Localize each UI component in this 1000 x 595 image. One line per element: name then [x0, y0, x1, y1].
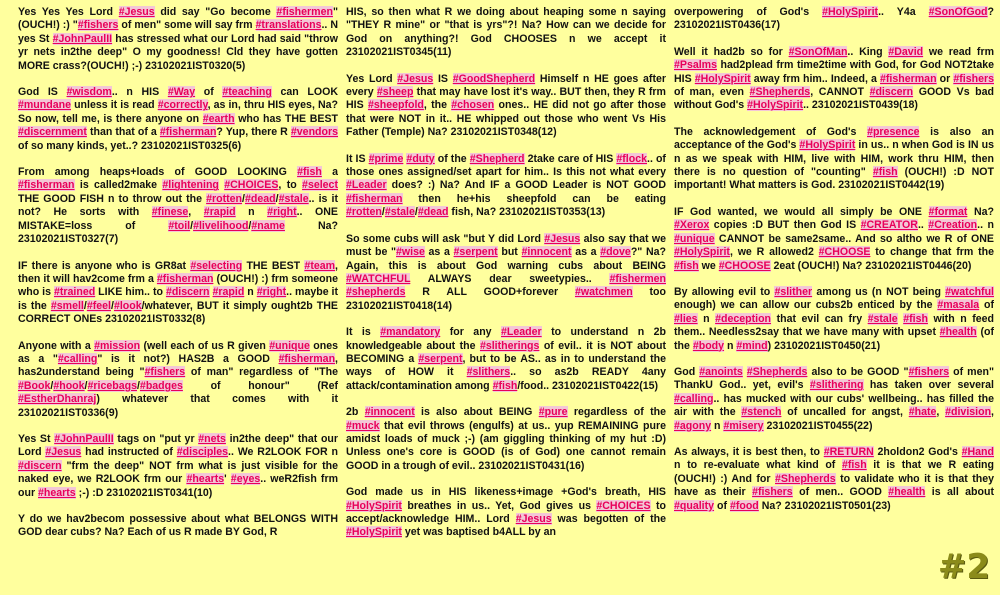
post-paragraph: Y do we hav2becom possessive about what BELONGS WITH GOD dear cubs? Na? Each of us R made BY God, R [18, 513, 338, 539]
hashtag-link[interactable]: #fish [492, 379, 518, 392]
post-paragraph: IF there is anyone who is GR8at #selecting THE BEST #team, then it will hav2come frm a #fisherman (OUCH!) :) frm someone who is #trained LIKE him.. to #discern #rapid n #right.. maybe it is the #smell/#feel/#look/whatever, BUT it simply ought2b THE CORRECT ONEs 23102021IST0332(8) [18, 259, 338, 326]
hashtag-link[interactable]: #health [888, 486, 926, 499]
hashtag-link[interactable]: #flock [616, 152, 648, 165]
hashtag-link[interactable]: #masala [937, 299, 980, 312]
hashtag-link[interactable]: #selecting [190, 259, 243, 272]
hashtag-link[interactable]: #watchful [945, 285, 994, 298]
hashtag-link[interactable]: #CREATOR [860, 219, 918, 232]
hashtag-link[interactable]: #ricebags [87, 379, 137, 392]
hashtag-link[interactable]: #wise [396, 246, 425, 259]
hashtag-link[interactable]: #stale [278, 192, 309, 205]
hashtag-link[interactable]: #Psalms [674, 59, 717, 72]
hashtag-link[interactable]: #slither [774, 285, 813, 298]
hashtag-link[interactable]: #dead [244, 192, 276, 205]
hashtag-link[interactable]: #finese [151, 206, 189, 219]
hashtag-link[interactable]: #fisherman [278, 352, 336, 365]
hashtag-link[interactable]: #HolySpirit [346, 499, 402, 512]
hashtag-link[interactable]: #mission [94, 339, 141, 352]
text-column [18, 6, 338, 595]
hashtag-link[interactable]: #badges [139, 379, 183, 392]
hashtag-link[interactable]: #fish [674, 259, 699, 272]
hashtag-link[interactable]: #Way [167, 86, 196, 99]
post-paragraph: So some cubs will ask "but Y did Lord #Jesus also say that we must be "#wise as a #serpent but #innocent as a #dove?" Na? Again, this is about God warning cubs about BEING #WATCHFUL ALWAYS dear sweetypies.. #fishermen #shepherds R ALL GOOD+forever #watchmen too 23102021IST0418(14) [346, 232, 666, 312]
hashtag-link[interactable]: #teaching [222, 86, 272, 99]
post-paragraph: God IS #wisdom.. n HIS #Way of #teaching can LOOK #mundane unless it is read #correctly, as in, thru HIS eyes, Na? So now, tell me, is there anyone on #earth who has THE BEST #discernment than that of a #fisherman? Yup, there R #vendors of so many kinds, yet..? 23102021IST0325(6) [18, 86, 338, 152]
hashtag-link[interactable]: #eyes [230, 473, 261, 486]
hashtag-link[interactable]: #fisherman [346, 192, 403, 205]
hashtag-link[interactable]: #right [256, 286, 287, 299]
hashtag-link[interactable]: #fishers [953, 72, 994, 85]
hashtag-link[interactable]: #SonOfMan [788, 45, 848, 58]
hashtag-link[interactable]: #Leader [501, 326, 542, 339]
hashtag-link[interactable]: #health [939, 326, 977, 339]
hashtag-link[interactable]: #deception [715, 312, 772, 325]
hashtag-link[interactable]: #slitherings [479, 339, 540, 352]
hashtag-link[interactable]: #shepherds [346, 286, 406, 299]
hashtag-link[interactable]: #Xerox [674, 219, 710, 232]
post-paragraph: God #anoints #Shepherds also to be GOOD "#fishers of men" ThankU God.. yet, evil's #slithering has taken over several #calling.. has mucked with our cubs' wellbeing.. has filled the air with the #stench of uncalled for angst, #hate, #division, #agony n #misery 23102021IST0455(22) [674, 365, 994, 432]
page-number-badge: #2 [937, 547, 990, 587]
post-paragraph: Yes Lord #Jesus IS #GoodShepherd Himself n HE goes after every #sheep that may have lost it's way.. BUT then, they R frm HIS #sheepfold, the #chosen ones.. HE did not go after those that were NOT in it.. HE whipped out those who went Vs His Father (Temple) Na? 23102021IST0348(12) [346, 72, 666, 139]
text-column [674, 6, 994, 595]
hashtag-link[interactable]: #sheepfold [367, 99, 424, 112]
hashtag-link[interactable]: #team [304, 259, 336, 272]
hashtag-link[interactable]: #disciples [176, 446, 229, 459]
post-paragraph: Anyone with a #mission (well each of us R given #unique ones as a "#calling" is it not?) HAS2B a GOOD #fisherman, has2understand being "#fishers of man" regardless of "The #Book/#hook/#ricebags/#badges of honour" (Ref #EstherDhanraj) whatever that comes with it 23102021IST0336(9) [18, 339, 338, 419]
hashtag-link[interactable]: #innocent [364, 406, 415, 419]
hashtag-link[interactable]: #CHOICES [224, 179, 279, 192]
post-paragraph: Yes Yes Yes Lord #Jesus did say "Go become #fishermen" (OUCH!) :) "#fishers of men" some will say frm #translations.. N yes St #JohnPaulII has stressed what our Lord had said "throw yr nets in2the deep" O my goodness! Cld they have gotten MORE crass?(OUCH!) ;-) 23102021IST0320(5) [18, 6, 338, 72]
post-paragraph: 2b #innocent is also about BEING #pure regardless of the #muck that evil throws (engulfs) at us.. yup REMAINING pure amidst loads of muck ;-) (am giggling thinking of my hut :D) Unless one's core is GOOD (is of God) one cannot remain GOOD in a trough of evil.. 23102021IST0431(16) [346, 406, 666, 472]
hashtag-link[interactable]: #unique [269, 339, 310, 352]
hashtag-link[interactable]: #watchmen [574, 286, 633, 299]
hashtag-link[interactable]: #fishermen [609, 272, 666, 285]
hashtag-link[interactable]: #Jesus [45, 446, 82, 459]
hashtag-link[interactable]: #sheep [376, 86, 414, 99]
hashtag-link[interactable]: #discern [869, 86, 914, 99]
hashtag-link[interactable]: #stale [867, 312, 898, 325]
hashtag-link[interactable]: #slithering [809, 379, 864, 392]
hashtag-link[interactable]: #mundane [18, 99, 71, 112]
hashtag-link[interactable]: #fisherman [156, 272, 214, 285]
hashtag-link[interactable]: #CHOICES [596, 499, 651, 512]
hashtag-link[interactable]: #RETURN [823, 445, 874, 458]
hashtag-link[interactable]: #fish [872, 166, 898, 179]
hashtag-link[interactable]: #fish [903, 312, 928, 325]
hashtag-link[interactable]: #right [267, 206, 297, 219]
hashtag-link[interactable]: #Jesus [118, 6, 155, 18]
hashtag-link[interactable]: #fishermen [276, 6, 333, 18]
hashtag-link[interactable]: #innocent [521, 246, 572, 259]
post-paragraph: Well it had2b so for #SonOfMan.. King #David we read frm #Psalms had2plead frm time2time with God, for God NOT2take HIS #HolySpirit away frm him.. Indeed, a #fisherman or #fishers of man, even #Shepherds, CANNOT #discern GOOD Vs bad without God's #HolySpirit.. 23102021IST0439(18) [674, 45, 994, 112]
hashtag-link[interactable]: #Book [18, 379, 51, 392]
hashtag-link[interactable]: #feel [86, 299, 111, 312]
hashtag-link[interactable]: #fishers [77, 19, 119, 32]
hashtag-link[interactable]: #CHOOSE [818, 246, 871, 259]
post-paragraph: As always, it is best then, to #RETURN 2holdon2 God's #Hand n to re-evaluate what kind of #fish it is that we R eating (OUCH!) :) And for #Shepherds to validate who it is that they have as their #fishers of men.. GOOD #health is all about #quality of #food Na? 23102021IST0501(23) [674, 445, 994, 512]
hashtag-link[interactable]: #earth [202, 112, 235, 125]
hashtag-link[interactable]: #lies [674, 312, 698, 325]
hashtag-link[interactable]: #name [251, 219, 285, 232]
hashtag-link[interactable]: #mind [736, 339, 768, 352]
hashtag-link[interactable]: #discern [18, 459, 62, 472]
hashtag-link[interactable]: #calling [57, 352, 98, 365]
hashtag-link[interactable]: #HolySpirit [822, 6, 879, 18]
hashtag-link[interactable]: #rotten [206, 192, 243, 205]
hashtag-link[interactable]: #muck [346, 419, 380, 432]
hashtag-link[interactable]: #Shepherd [469, 152, 525, 165]
post-paragraph: From among heaps+loads of GOOD LOOKING #fish a #fisherman is called2make #lightening #CHOICES, to #select THE GOOD FISH n to throw out the #rotten/#dead/#stale.. is it not? He sorts with #finese, #rapid n #right.. ONE MISTAKE=loss of #toil/#livelihood/#name Na? 23102021IST0327(7) [18, 166, 338, 246]
hashtag-link[interactable]: #Shepherds [746, 365, 808, 378]
hashtag-link[interactable]: #hearts [38, 486, 76, 499]
hashtag-link[interactable]: #look [113, 299, 142, 312]
hashtag-link[interactable]: #fisherman [18, 179, 75, 192]
hashtag-link[interactable]: #serpent [418, 352, 463, 365]
hashtag-link[interactable]: #prime [368, 152, 404, 165]
hashtag-link[interactable]: #stale [384, 206, 415, 219]
hashtag-link[interactable]: #select [302, 179, 338, 192]
hashtag-link[interactable]: #JohnPaulII [52, 32, 113, 45]
hashtag-link[interactable]: #anoints [699, 365, 743, 378]
hashtag-link[interactable]: #calling [674, 392, 714, 405]
hashtag-link[interactable]: #rapid [203, 206, 236, 219]
hashtag-link[interactable]: #agony [674, 419, 712, 432]
post-paragraph: Yes St #JohnPaulII tags on "put yr #nets in2the deep" that our Lord #Jesus had instructed of #disciples.. We R2LOOK FOR n #discern "frm the deep" NOT frm what is just visible for the naked eye, we R2LOOK frm our #hearts' #eyes.. weR2fish frm our #hearts ;-) :D 23102021IST0341(10) [18, 432, 338, 499]
hashtag-link[interactable]: #fish [841, 459, 867, 472]
hashtag-link[interactable]: #CHOOSE [718, 259, 771, 272]
hashtag-link[interactable]: #fishers [752, 486, 793, 499]
hashtag-link[interactable]: #HolySpirit [346, 526, 402, 539]
hashtag-link[interactable]: #translations [255, 19, 322, 32]
post-paragraph: The acknowledgement of God's #presence is also an acceptance of the God's #HolySpirit in us.. n when God is IN us n as we speak with HIM, live with HIM, work thru HIM, then there is no question of "counting" #fish (OUCH!) :D NOT important! What matters is God. 23102021IST0442(19) [674, 125, 994, 192]
hashtag-link[interactable]: #HolySpirit [674, 246, 730, 259]
hashtag-link[interactable]: #livelihood [193, 219, 249, 232]
hashtag-link[interactable]: #rotten [346, 206, 382, 219]
post-paragraph: God made us in HIS likeness+image +God's breath, HIS #HolySpirit breathes in us.. Yet, God gives us #CHOICES to accept/acknowledge HIM.. Lord #Jesus was begotten of the #HolySpirit yet was baptised b4ALL by an [346, 486, 666, 539]
hashtag-link[interactable]: #body [692, 339, 725, 352]
hashtag-link[interactable]: #mandatory [380, 326, 441, 339]
hashtag-link[interactable]: #HolySpirit [747, 99, 804, 112]
hashtag-link[interactable]: #fishers [908, 365, 950, 378]
hashtag-link[interactable]: #rapid [212, 286, 245, 299]
hashtag-link[interactable]: #trained [53, 286, 96, 299]
hashtag-link[interactable]: #Jesus [515, 513, 552, 525]
hashtag-link[interactable]: #Jesus [397, 72, 434, 85]
hashtag-link[interactable]: #SonOfGod [928, 6, 988, 18]
post-paragraph: IF God wanted, we would all simply be ONE #format Na? #Xerox copies :D BUT then God IS #CREATOR.. #Creation.. n #unique CANNOT be same2same.. And so altho we R of ONE #HolySpirit, we R allowed2 #CHOOSE to change that frm the #fish we #CHOOSE 2eat (OUCH!) Na? 23102021IST0446(20) [674, 205, 994, 272]
hashtag-link[interactable]: #Jesus [544, 232, 581, 245]
hashtag-link[interactable]: #hook [53, 379, 85, 392]
hashtag-link[interactable]: #lightening [162, 179, 219, 192]
hashtag-link[interactable]: #toil [168, 219, 191, 232]
hashtag-link[interactable]: #wisdom [66, 86, 112, 99]
hashtag-link[interactable]: #unique [674, 232, 715, 245]
post-paragraph: HIS, so then what R we doing about heaping some n saying "THEY R mine" or "that is yrs"?! Na? How can we decide for God on anything?! God CHOOSES n we accept it 23102021IST0345(11) [346, 6, 666, 59]
post-paragraph: It is #mandatory for any #Leader to understand n 2b knowledgeable about the #slitherings of evil.. it is NOT about BECOMING a #serpent, but to be AS.. as in to understand the ways of HOW it #slithers.. so as2b READY 4any attack/contamination among #fish/food.. 23102021IST0422(15) [346, 326, 666, 392]
hashtag-link[interactable]: #vendors [290, 126, 338, 139]
hashtag-link[interactable]: #dead [417, 206, 449, 219]
hashtag-link[interactable]: #discernment [18, 126, 87, 139]
hashtag-link[interactable]: #hearts [186, 473, 225, 486]
hashtag-link[interactable]: #fish [297, 166, 322, 179]
hashtag-link[interactable]: #hate [908, 406, 937, 419]
hashtag-link[interactable]: #stench [741, 406, 782, 419]
hashtag-link[interactable]: #WATCHFUL [346, 272, 411, 285]
hashtag-link[interactable]: #dove [600, 246, 631, 259]
hashtag-link[interactable]: #Hand [961, 445, 994, 458]
hashtag-link[interactable]: #nets [198, 432, 226, 445]
hashtag-link[interactable]: #fisherman [880, 72, 937, 85]
hashtag-link[interactable]: #EstherDhanraj [18, 393, 97, 406]
hashtag-link[interactable]: #misery [723, 419, 764, 432]
hashtag-link[interactable]: #fisherman [159, 126, 217, 139]
hashtag-link[interactable]: #HolySpirit [694, 72, 751, 85]
hashtag-link[interactable]: #slithers [466, 366, 511, 379]
hashtag-link[interactable]: #chosen [451, 99, 495, 112]
hashtag-link[interactable]: #pure [538, 406, 568, 419]
hashtag-link[interactable]: #correctly [157, 99, 208, 112]
hashtag-link[interactable]: #Leader [346, 179, 387, 192]
hashtag-link[interactable]: #presence [867, 125, 920, 138]
hashtag-link[interactable]: #Shepherds [749, 86, 811, 99]
hashtag-link[interactable]: #quality [674, 499, 715, 512]
hashtag-link[interactable]: #smell [50, 299, 84, 312]
hashtag-link[interactable]: #format [928, 205, 968, 218]
hashtag-link[interactable]: #duty [406, 152, 435, 165]
hashtag-link[interactable]: #David [888, 45, 924, 58]
post-paragraph: It IS #prime #duty of the #Shepherd 2take care of HIS #flock.. of those ones assigned/set apart for him.. Is this not what every #Leader does? :) Na? And IF a GOOD Leader is NOT GOOD #fisherman then he+his sheepfold can be eating #rotten/#stale/#dead fish, Na? 23102021IST0353(13) [346, 152, 666, 219]
hashtag-link[interactable]: #Shepherds [775, 472, 836, 485]
hashtag-link[interactable]: #HolySpirit [799, 139, 856, 152]
hashtag-link[interactable]: #discern [165, 286, 210, 299]
hashtag-link[interactable]: #JohnPaulII [54, 432, 114, 445]
hashtag-link[interactable]: #Creation [928, 219, 978, 232]
post-paragraph: overpowering of God's #HolySpirit.. Y4a #SonOfGod? 23102021IST0436(17) [674, 6, 994, 32]
hashtag-link[interactable]: #serpent [453, 246, 498, 259]
post-paragraph: By allowing evil to #slither among us (n NOT being #watchful enough) we can allow our cubs2b enticed by the #masala of #lies n #deception that evil can fry #stale #fish with n feed them.. Needless2say that we have many with upset #health (of the #body n #mind) 23102021IST0450(21) [674, 285, 994, 352]
hashtag-link[interactable]: #fishers [144, 366, 186, 379]
text-column [346, 6, 666, 595]
hashtag-link[interactable]: #GoodShepherd [452, 72, 536, 85]
hashtag-link[interactable]: #food [729, 499, 759, 512]
hashtag-link[interactable]: #division [945, 406, 992, 419]
